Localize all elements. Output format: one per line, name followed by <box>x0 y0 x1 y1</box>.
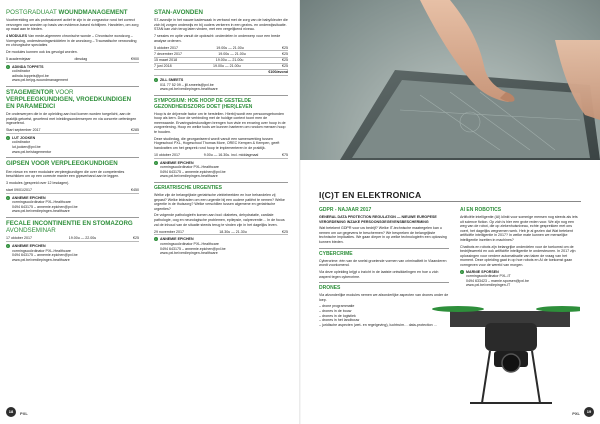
contact-mail-link[interactable]: lut.jooken@pxl.be <box>12 145 41 150</box>
contact-web-link[interactable]: www.pxl.be/verdiepingen-healthcare <box>160 251 218 256</box>
pxl-logo: PXL <box>20 411 28 416</box>
rotor-left <box>432 306 484 312</box>
right-page <box>300 208 600 424</box>
symposium-title: SYMPOSIUM: HOE HOOP DE GESTELDE GEZONDHEIDSZORG DOET (HER)LEVEN <box>154 97 253 110</box>
divider <box>6 157 139 158</box>
geriatrie-intro: Welke zijn de belangrijkste geriatrische ziektebeelden en hoe behandelen zij gepast? Welke leidraden om een urgentie bij een oudere patiënt te nemen? Welke urgentie in de thuiszorg? Welke verschillen tussen algemene en geriatrische urgenties? <box>154 193 285 211</box>
stagementor-row: Start september 2017 €285 <box>6 127 139 132</box>
gdpr-subtitle: GENERAL DATA PROTECTION REGULATION — NIEUWE EUROPESE VERORDENING INZAKE PERSOONSGEGEVENSBESCHERMING <box>319 215 437 224</box>
contact-icon: i <box>7 135 9 140</box>
divider <box>319 248 449 249</box>
contact-web-link[interactable]: www.pxl.be/verdiepingen-healthcare <box>160 87 218 92</box>
woundmanagement-note: De modules kunnen ook los gevolgd worden. <box>6 49 78 54</box>
list-item: – drones in het landbouw <box>319 318 449 323</box>
symposium-intro: Hoop is de drijvende factor om te herstellen. Hierbij wordt een persoonsgebonden hoop als kern. Door de verbinding met de huidige context toont men de meerwaarde. Ervaringsdeskundigen brengen hun visie en ervaring over hoop in de zorgverlening. Hoop en welke tools we kunnen hanteren om rondom mensen hoop te houden. <box>154 111 286 135</box>
pxl-logo: PXL <box>572 411 580 416</box>
symposium-more: Deze studiedag, die georganiseerd wordt vanuit een samenwerking tussen Hogeschool PXL, Hogeschool Thomas More, OREC Kempen & Kempen, geeft handvatten om het gesprek rond hoop te implementeren in de praktijk. <box>154 136 280 150</box>
title-rule <box>319 201 581 202</box>
woundmanagement-intro: Voorbereiding om als professioneel actief te zijn in de zorgsector rond het correct verzorgen van wonden op basis van evidence-based richtlijnen. Handelen, om zorg op maat aan te bieden. <box>6 18 139 32</box>
gipsen-title: GIPSEN VOOR VERPLEEGKUNDIGEN <box>6 160 118 168</box>
contact-web-link[interactable]: www.pxl.be/verdiepingen-healthcare <box>12 257 70 262</box>
contact-icon: i <box>7 64 9 69</box>
list-item: – drones in de logistiek <box>319 314 449 319</box>
contact-web-link[interactable]: www.pxl.be/verdiepingen-healthcare <box>12 209 70 214</box>
stan-contact: i ZILL SMEETS 011 77 52 09 – jill.smeets@pxl.be www.pxl.be/verdiepingen-healthcare <box>155 78 218 92</box>
gipsen-intro: Een nieuw en meer modulaire verpleegkundigen die over de competenties beschikken om op een correcte manier een gipsverband aan te leggen. <box>6 169 125 179</box>
stan-row: 7 juni 2018 19.00u — 21.00u €25 <box>154 64 288 69</box>
geriatrie-more: De volgende pathologieën komen aan bod: diabetes, dehydratatie, cardiale pathologie, oog en neurologische problemen, epilepsie, valpreventie… In de focus zal de inhoud van de situatie steeds terug te vinden zijn in het dagelijks leven. <box>154 213 285 227</box>
woundmanagement-row: 5 academiejaar dinsdag €900 <box>6 56 139 61</box>
left-column-2 <box>154 10 288 258</box>
stan-note: 7 sessies en optie vanuit de opdracht: onderdelen in onderwerp voor een brede analyse ordenen. <box>154 34 281 43</box>
geriatrie-contact: i ANNEMIE EPICHEN vormingscoördinator PXL-Healthcare 0494 643175 – annemie.epichen@pxl.be www.pxl.be/verdiepingen-healthcare <box>155 237 226 256</box>
divider <box>6 217 139 218</box>
contact-web-link[interactable]: www.pxl.be/verdiepingen-IT <box>466 283 511 288</box>
cybercrime-more: Via deze opleiding krijgt u inzicht in de laatste ontwikkelingen en hoe u zich wapent tegen cybercrime. <box>319 269 439 279</box>
contact-web-link[interactable]: www.pxl.be/verdiepingen-healthcare <box>160 174 218 179</box>
gdpr-intro: Wat betekent GDPR voor uw bedrijf? Welke IT-technische maatregelen kan u nemen om uw gegevens te beschermen? We bespreken de belangrijkste technische implicaties. We gaan dieper in op welke technologieën een oplossing kunnen bieden. <box>319 226 447 245</box>
fecale-contact: i ANNEMIE EPICHEN vormingscoördinator PXL-Healthcare 0494 643175 – annemie.epichen@pxl.be www.pxl.be/verdiepingen-healthcare <box>7 244 78 262</box>
contact-icon: i <box>7 244 9 249</box>
section-title: I(C)T EN ELEKTRONICA <box>319 190 422 200</box>
stan-title: STAN-AVONDEN <box>154 9 203 16</box>
landing-leg <box>482 351 490 403</box>
gdpr-title: GDPR - NAJAAR 2017 <box>319 207 372 213</box>
left-column-1 <box>6 10 139 265</box>
ai-intro: Artificiële intelligentie (AI) klinkt voor sommige mensen nog steeds als iets uit science fiction. Op zich is hier een grote reden voor. We zijn nog een weg van de robot, die op ziekenhuisniveau, echte gesprekken met ons voert, het dagelijks wegnemen werk. Heb je al gezien dat Wat betekent artificiële intelligentie in 2017? In welke mate kunnen we menselijke intelligentie inzetten in machines? <box>460 215 578 243</box>
landing-leg <box>532 351 540 403</box>
fecale-row: 17 oktober 2017 19.00u — 22.00u €25 <box>6 236 139 241</box>
drone-body <box>485 323 537 351</box>
contact-icon: i <box>155 78 157 83</box>
cybercrime-text: Cybercrime: één van de snelst groeiende vormen van criminaliteit in Vlaanderen wordt voorkomend. <box>319 258 447 268</box>
symposium-row: 10 oktober 2017 9.00u — 16.30u. incl. middagmaal €75 <box>154 152 288 157</box>
page-number: 19 <box>584 407 594 417</box>
divider <box>6 86 139 87</box>
contact-web-link[interactable]: www.pxl.be/pg-woundmanagement <box>12 78 68 83</box>
page-number: 18 <box>6 407 16 417</box>
divider <box>154 95 288 96</box>
symposium-contact: i ANNEMIE EPICHEN vormingscoördinator PXL-Healthcare 0494 643175 – annemie.epichen@pxl.be www.pxl.be/verdiepingen-healthcare <box>155 160 226 179</box>
contact-icon: i <box>155 237 157 242</box>
geriatrie-title: GERIATRISCHE URGENTIES <box>154 184 222 191</box>
photo-illustration <box>300 0 600 160</box>
stan-total: €100/avond <box>154 70 288 76</box>
list-item: – juridische aspecten (wet- en regelgeving), luchtruim… data-protection … <box>319 323 449 328</box>
geriatrie-row: 29 november 2017 18.30u — 21.30u €25 <box>154 229 288 234</box>
woundmanagement-title: POSTGRADUAAT WOUNDMANAGEMENT <box>6 9 128 16</box>
drones-intro: Via afzonderlijke modules nemen we afzonderlijke aspecten van drones onder de loep. <box>319 293 449 302</box>
hands-tablet-photo <box>300 0 600 160</box>
stagementor-contact: i LUT JOOKEN coördinator lut.jooken@pxl.be www.pxl.be/stagementor <box>7 135 52 154</box>
right-column-2 <box>460 208 580 290</box>
stan-intro: ST-avondje in het nauwe kaderwaak in verband met de zorg van de baby/kleuter die zich bij zorgen onderwijs en bij ouders verkeren in een gezins- en onderwijssituatie. STAN kan zich terug laten vinden, met een vergelijkend niveau. <box>154 18 288 32</box>
ai-title: AI EN ROBOTICS <box>460 207 502 213</box>
woundmanagement-contact: i ADINDA TOPPETS coördinator adinda.toppets@pxl.be www.pxl.be/pg-woundmanagement <box>7 64 68 83</box>
gipsen-contact: i ANNEMIE EPICHEN vormingscoördinator PXL-Healthcare 0494 643175 – annemie.epichen@pxl.be www.pxl.be/verdiepingen-healthcare <box>7 195 78 214</box>
list-item: – drones in de bouw <box>319 309 449 314</box>
fecale-title: FECALE INCONTINENTIE EN STOMAZORG AVONDSEMINAR <box>6 219 133 234</box>
list-item: – drone programmatie <box>319 304 449 309</box>
ai-more: Chatbots en robots zijn belangrijke onderdelen voor de toekomst om de bedrijfswereld en ook artificiële intelligentie te ondersteunen. In 2017 zijn oplossingen voor verdere automatisatie van taken de vraag van het moment. Deze opleiding gaat in op hoe robots en AI de toekomst gaan vormgeven voor de wereld van morgen. <box>460 244 576 268</box>
divider <box>154 182 288 183</box>
contact-icon: i <box>155 160 157 165</box>
stan-row: 5 oktober 2017 19.00u — 21.00u €25 <box>154 45 288 50</box>
stagementor-title: STAGEMENTOR VOOR VERPLEEGKUNDIGEN, VROEDKUNDIGEN EN PARAMEDICI <box>6 89 132 110</box>
contact-icon: i <box>7 195 9 200</box>
gipsen-row: start 09/01/2017 €450 <box>6 187 139 192</box>
drone-camera-lens <box>502 354 520 372</box>
drone-illustration <box>430 303 580 413</box>
stagementor-intro: De onderwerpen die in de opleiding aan bod komen worden toegelicht, aan de praktijk getoetst, geoefend met inleidingsonderwerpen en via concrete oefeningen ingeoefend. <box>6 111 137 126</box>
stan-row: 7 december 2017 19.00u — 21.00u €25 <box>154 51 288 56</box>
drones-title: DRONES <box>319 285 341 292</box>
stan-row: 15 maart 2018 19.00u — 21.00u €25 <box>154 57 288 62</box>
contact-web-link[interactable]: www.pxl.be/stagementor <box>12 149 52 154</box>
cybercrime-title: CYBERCRIME <box>319 250 353 257</box>
contact-mail-link[interactable]: adinda.toppets@pxl.be <box>12 73 49 78</box>
ai-contact: i MARNIE SPORSEN vormingscoördinator PXL-IT 0494 633423 – marnie.sporsen@pxl.be www.pxl.be/verdiepingen-IT <box>461 269 529 288</box>
gipsen-sessions: 3 modules (gespreid over 12 lesdagen). <box>6 180 70 185</box>
contact-icon: i <box>461 269 463 274</box>
woundmanagement-modules: 4 MODULES Van mede-algemeen chronische wonde – Chronische wondzorg – Vormgeving, ondersteuningsmiddelen in de wondzorg – Traumatische verwonding en chirurgische speciaties <box>6 34 137 48</box>
divider <box>319 282 449 283</box>
